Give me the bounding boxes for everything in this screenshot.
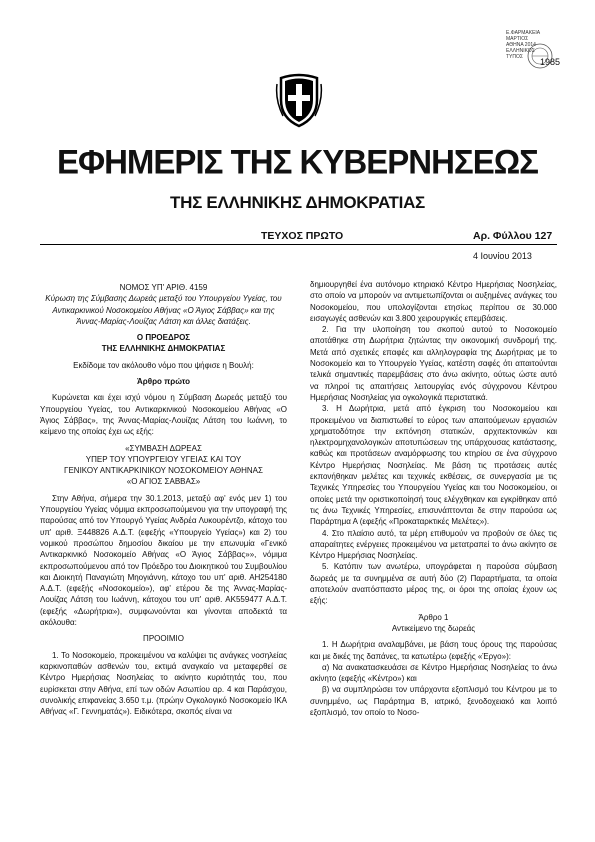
stamp-line: ΕΛΛΗΝΙΚΟΣ — [506, 48, 535, 54]
stamp-line: Ε.ΦΑΡΜΑΚΕΙΑ — [506, 30, 541, 36]
contract-heading: «ΣΥΜΒΑΣΗ ΔΩΡΕΑΣ — [125, 443, 202, 453]
promulgation-text: Εκδίδομε τον ακόλουθο νόμο που ψήφισε η Βουλή: — [73, 360, 254, 370]
left-column — [40, 282, 287, 717]
article-1-heading: Άρθρο 1 — [418, 612, 449, 622]
gazette-subtitle: ΤΗΣ ΕΛΛΗΝΙΚΗΣ ΔΗΜΟΚΡΑΤΙΑΣ — [170, 193, 425, 212]
continued-paragraph: δημιουργηθεί ένα αυτόνομο κτηριακό Κέντρο Ημερήσιας Νοσηλείας, στο οποίο να μπορούν να αντιμετωπίζονται οι αυξημένες ανάγκες του Νοσοκομείου, που υπολογίζονται ετησίως περίπου σε 30.000 εισαγωγές ασθενών και 3.800 χειρουργικές επεμβάσεις. — [310, 280, 557, 323]
president-heading: Ο ΠΡΟΕΔΡΟΣ — [136, 333, 191, 343]
law-title: Κύρωση της Σύμβασης Δωρεάς μεταξύ του Υπουργείου Υγείας, του Αντικαρκινικού Νοσοκομείου Αθήνας «Ο Άγιος Σάββας» και της Άννας-Μαρίας-Λουίζας Λάτση και άλλες διατάξεις. — [45, 294, 282, 326]
article-1-item-b: β) να συμπληρώσει τον υπάρχοντα εξοπλισμό του Κέντρου με το συνημμένο, ως Παράρτημα Β, ιατρικό, ξενοδοχειακό και λοιπό εξοπλισμό, τον οποίο το Νοσο- — [310, 685, 557, 717]
parties-paragraph: Στην Αθήνα, σήμερα την 30.1.2013, μεταξύ αφ' ενός μεν 1) του Υπουργείου Υγείας νόμιμα εκπροσωπούμενου για την υπογραφή της παρούσας από τον Υπουργό Υγείας Ανδρέα Λυκουρέντζο, κάτοχο του υπ' αριθ. Ξ448826 Α.Δ.Τ. (εφεξής «Υπουργείο Υγείας») και 2) του νομικού προσώπου δημοσίου δικαίου με την επωνυμία «Γενικό Αντικαρκινικό Νοσοκομείο Αθήνας «Ο Άγιος Σάββας»», νόμιμα εκπροσωπούμενου από τον Πρόεδρο του Διοικητικού του Συμβουλίου και Διοικητή Παναγιώτη Μηογιάννη, κάτοχο του υπ' αριθ. ΑΗ254180 Α.Δ.Τ. (εφεξής «Νοσοκομείο»), αφ' ετέρου δε της Άννας-Μαρίας-Λουίζας Λάτση του Ιωάννη, κάτοχου του υπ' αριθ. ΑΚ559477 Α.Δ.Τ. (εφεξής «Δωρήτρια»), συμφωνούνται και γίνονται αποδεκτά τα ακόλουθα: — [40, 493, 287, 628]
issue-label: ΤΕΥΧΟΣ ΠΡΩΤΟ — [261, 230, 344, 242]
gazette-title: ΕΦΗΜΕΡΙΣ ΤΗΣ ΚΥΒΕΡΝΗΣΕΩΣ — [57, 142, 538, 181]
stamp-text — [506, 30, 540, 60]
preamble-item-3: 3. Η Δωρήτρια, μετά από έγκριση του Νοσοκομείου και προκειμένου να διαπιστωθεί το εύρος των απαιτούμενων εργασιών χρηματοδότησε την εκπόνηση στατικών, αρχιτεκτονικών και ηλεκτρομηχανολογικών αποτυπώσεων της υπάρχουσας κατάστασης, καθώς και προτάσεων αναμόρφωσης του κτηρίου σε ένα σύγχρονο Κέντρο Ημερήσιας Νοσηλείας. Με βάση τις προτάσεις αυτές εκπονήθηκαν μελέτες και τεχνικές εκθέσεις, σε συνεργασία με τις Τεχνικές Υπηρεσίες του Υπουργείου Υγείας και του Νοσοκομείου, οι οποίες μετά την οριστικοποίησή τους ελέγχθηκαν και εγκρίθηκαν από τις άνω Τεχνικές Υπηρεσίες, επισυνάπτονται δε στην παρούσα ως Παράρτημα Α (εφεξής «Προκαταρκτικές Μελέτες»). — [310, 404, 557, 527]
page-number: 1985 — [540, 57, 561, 67]
contract-heading-3: ΓΕΝΙΚΟΥ ΑΝΤΙΚΑΡΚΙΝΙΚΟΥ ΝΟΣΟΚΟΜΕΙΟΥ ΑΘΗΝΑΣ — [64, 466, 263, 476]
article-1-paragraph-1: 1. Η Δωρήτρια αναλαμβάνει, με βάση τους όρους της παρούσας και με δικές της δαπάνες, τα κατωτέρω (εφεξής «Έργο»): — [310, 640, 557, 661]
article-heading: Άρθρο πρώτο — [137, 377, 190, 387]
contract-heading-4: «Ο ΑΓΙΟΣ ΣΑΒΒΑΣ» — [126, 477, 201, 487]
article-1-title: Αντικείμενο της δωρεάς — [391, 623, 476, 633]
contract-heading-2: ΥΠΕΡ ΤΟΥ ΥΠΟΥΡΓΕΙΟΥ ΥΓΕΙΑΣ ΚΑΙ ΤΟΥ — [85, 454, 242, 464]
preamble-item-1: 1. Το Νοσοκομείο, προκειμένου να καλύψει τις ανάγκες νοσηλείας καρκινοπαθών ασθενών του, εκτιμά αναγκαίο να μεταφερθεί σε Κέντρο Ημερήσιας Νοσηλείας το ακίνητο κυριότητάς του, που ευρίσκεται στην Αθήνα, επί των οδών Ασωπίου αρ. 4 και Παράσχου, συνολικής επιφανείας 3.650 τ.μ. (πρώην Ογκολογικό Νοσοκομείο ΙΚΑ Αθήνας «Γ. Γεννηματάς»). Ειδικότερα, σκοπός είναι να — [40, 650, 287, 717]
law-number: ΝΟΜΟΣ ΥΠ' ΑΡΙΘ. 4159 — [119, 283, 208, 292]
header-divider — [40, 244, 557, 245]
greek-coat-of-arms-icon — [275, 70, 323, 130]
preamble-item-4: 4. Στο πλαίσιο αυτό, τα μέρη επιθυμούν να προβούν σε όλες τις απαραίτητες ενέργειες προκειμένου να μετατραπεί το άνω ακίνητο σε Κέντρο Ημερήσιας Νοσηλείας. — [310, 528, 557, 561]
stamp-line: ΑΘΗΝΑ 2014 — [506, 42, 536, 48]
right-column — [310, 279, 557, 718]
sheet-number: Αρ. Φύλλου 127 — [473, 230, 553, 242]
issue-date: 4 Ιουνίου 2013 — [473, 251, 532, 261]
article-1-item-a: α) Να ανακατασκευάσει σε Κέντρο Ημερήσιας Νοσηλείας το άνω ακίνητο (εφεξής «Κέντρο») και — [310, 662, 557, 684]
stamp-line: ΜΑΡΤΙΟΣ — [506, 36, 529, 42]
preamble-item-5: 5. Κατόπιν των ανωτέρω, υπογράφεται η παρούσα σύμβαση δωρεάς με τα συνημμένα σε αυτή δύο (2) Παραρτήματα, τα οποία αποτελούν αναπόσπαστο μέρος της, οι όροι της οποίας έχουν ως εξής: — [310, 562, 557, 606]
preamble-item-2: 2. Για την υλοποίηση του σκοπού αυτού το Νοσοκομείο αποτάθηκε στη Δωρήτρια ζητώντας την οικονομική συνδρομή της. Μετά από σχετικές επαφές και αλληλογραφία της Δωρήτριας με το Νοσοκομείο και το Υπουργείο Υγείας, κατέστη σαφές ότι απαιτούνται τελικά σημαντικές παρεμβάσεις στο άνω ακίνητο, ούτως ώστε αυτό να πληροί τις απαιτήσεις λειτουργίας ενός σύγχρονου Κέντρου Ημερήσιας Νοσηλείας για ογκολογικά περιστατικά. — [310, 325, 557, 402]
stamp-line: ΤΥΠΟΣ — [506, 54, 523, 60]
president-heading-2: ΤΗΣ ΕΛΛΗΝΙΚΗΣ ΔΗΜΟΚΡΑΤΙΑΣ — [101, 344, 226, 354]
preamble-heading: ΠΡΟΟΙΜΙΟ — [143, 634, 184, 644]
ratification-paragraph: Κυρώνεται και έχει ισχύ νόμου η Σύμβαση Δωρεάς μεταξύ του Υπουργείου Υγείας, του Αντικαρκινικού Νοσοκομείου Αθήνας «Ο Άγιος Σάββας», της Άννας-Μαρίας-Λουίζας Λάτση του Ιωάννη, το κείμενο της οποίας έχει ως εξής: — [40, 393, 287, 437]
